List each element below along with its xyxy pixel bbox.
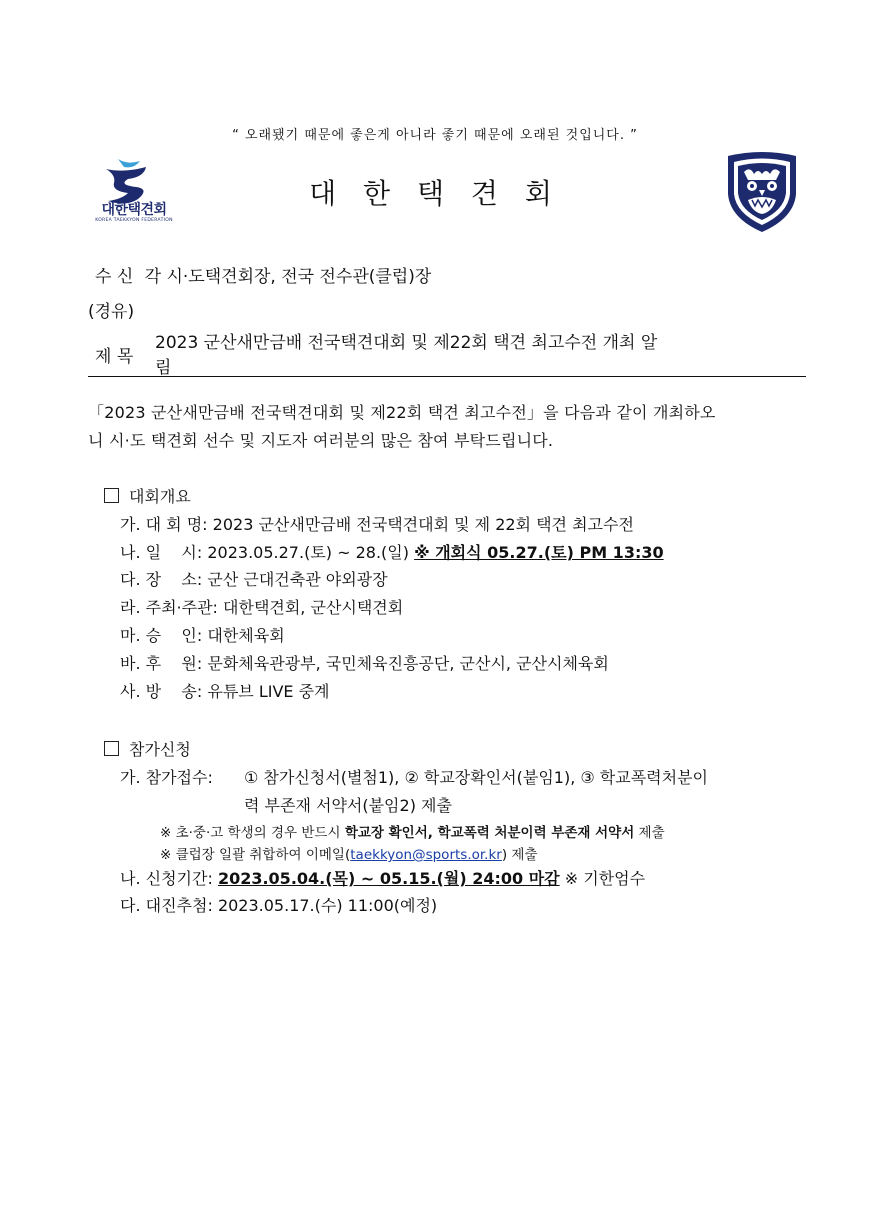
draw-value: 2023.05.17.(수) 11:00(예정) [217, 896, 438, 915]
motto-text: “ 오래됐기 때문에 좋은게 아니라 좋기 때문에 오래된 것입니다. ” [232, 128, 638, 143]
item-value: 대한택견회, 군산시택견회 [223, 598, 404, 617]
via-label: (경유) [88, 302, 135, 322]
opening-ceremony-highlight: ※ 개회식 05.27.(토) PM 13:30 [414, 543, 664, 562]
item-label: 바. 후 원: [120, 654, 203, 673]
item-label: 나. 일 시: [120, 543, 203, 562]
item-label: 사. 방 송: [120, 682, 203, 701]
section-application-heading [104, 737, 191, 760]
period-row [120, 866, 645, 889]
subject-label: 제 목 [95, 347, 134, 367]
item-value: 대한체육회 [207, 626, 285, 645]
dokkaebi-shield-icon [722, 150, 802, 234]
checkbox-square-icon [104, 488, 119, 503]
item-value: 유튜브 LIVE 중계 [207, 682, 330, 701]
email-note [160, 843, 537, 863]
reception-label: 가. 참가접수: [120, 768, 213, 787]
item-label: 라. 주최·주관: [120, 598, 218, 617]
federation-logo-text: 대한택견회 [101, 202, 167, 218]
section-overview-title: 대회개요 [129, 487, 191, 506]
note-text: 제출 [634, 825, 665, 841]
overview-item [120, 679, 330, 702]
item-label: 다. 장 소: [120, 570, 203, 589]
overview-item [120, 567, 388, 590]
page-title: 대 한 택 견 회 [309, 177, 561, 210]
student-note [160, 821, 665, 841]
note-text: ※ 클럽장 일괄 취합하여 이메일( [160, 847, 351, 863]
item-value: 2023 군산새만금배 전국택견대회 및 제 22회 택견 최고수전 [212, 515, 634, 534]
overview-item [120, 595, 403, 618]
period-value: 2023.05.04.(목) ~ 05.15.(월) 24:00 마감 [217, 869, 560, 888]
note-text: ※ 초·중·고 학생의 경우 반드시 [160, 825, 345, 841]
reception-line-1: ① 참가신청서(별첨1), ② 학교장확인서(붙임1), ③ 학교폭력처분이 [244, 768, 708, 787]
recipient-value: 각 시·도택견회장, 전국 전수관(클럽)장 [144, 267, 432, 287]
reception-line-2: 력 부존재 서약서(붙임2) 제출 [244, 796, 452, 815]
intro-line-2: 니 시·도 택견회 선수 및 지도자 여러분의 많은 참여 부탁드립니다. [88, 431, 554, 450]
email-link[interactable]: taekkyon@sports.or.kr [350, 847, 502, 863]
overview-item [120, 512, 634, 535]
section-application-title: 참가신청 [129, 740, 191, 759]
item-value: 문화체육관광부, 국민체육진흥공단, 군산시, 군산시체육회 [207, 654, 609, 673]
note-required-docs: 학교장 확인서, 학교폭력 처분이력 부존재 서약서 [344, 825, 635, 841]
recipient-row [95, 262, 431, 287]
recipient-label: 수 신 [95, 267, 134, 287]
overview-item [120, 540, 664, 563]
item-label: 가. 대 회 명: [120, 515, 208, 534]
subject-line-2: 림 [155, 358, 172, 378]
checkbox-square-icon [104, 741, 119, 756]
item-value: 2023.05.27.(토) ~ 28.(일) [207, 543, 415, 562]
period-label: 나. 신청기간: [120, 869, 213, 888]
item-label: 마. 승 인: [120, 626, 203, 645]
period-note: ※ 기한엄수 [559, 869, 646, 888]
overview-item [120, 623, 285, 646]
draw-row [120, 893, 437, 916]
item-value: 군산 근대건축관 야외광장 [207, 570, 388, 589]
note-text: ) 제출 [501, 847, 538, 863]
header-divider [88, 376, 806, 377]
federation-logo-subtext: KOREA TAEKKYON FEDERATION [95, 218, 173, 223]
section-overview-heading [104, 484, 191, 507]
intro-line-1: 「2023 군산새만금배 전국택견대회 및 제22회 택견 최고수전」을 다음과 같이 개최하오 [88, 403, 716, 422]
subject-line-1: 2023 군산새만금배 전국택견대회 및 제22회 택견 최고수전 개최 알 [155, 333, 658, 353]
overview-item [120, 651, 609, 674]
draw-label: 다. 대진추첨: [120, 896, 213, 915]
